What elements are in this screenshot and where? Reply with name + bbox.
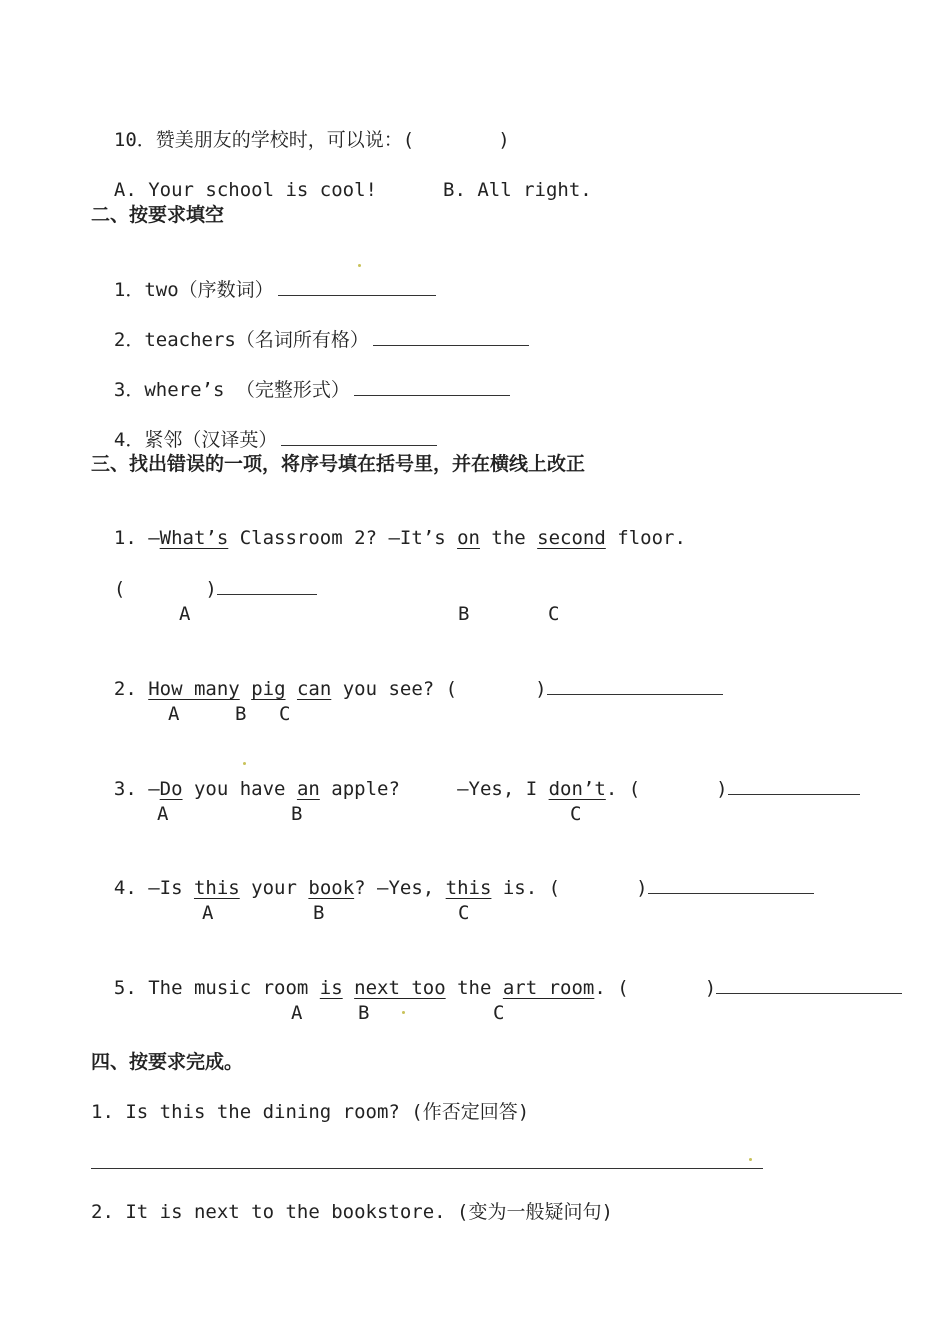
fill-blank-2[interactable] (373, 327, 529, 346)
fill-item-3-text: 3．where’s （完整形式） (113, 379, 350, 401)
text (343, 977, 354, 999)
paren-close: ) (636, 877, 648, 899)
correction-blank-3[interactable] (728, 776, 860, 795)
text: 1. — (113, 527, 160, 549)
option-a: A. Your school is cool! (113, 179, 377, 201)
error-item-1 (91, 502, 686, 550)
fill-blank-3[interactable] (354, 377, 510, 396)
option-a-underlined: Do (159, 778, 183, 800)
option-a-underlined: is (319, 977, 343, 999)
option-c-underlined: this (445, 877, 492, 899)
label-a: A (168, 703, 180, 725)
paren-close: ) (205, 578, 217, 600)
option-a-underlined: this (193, 877, 240, 899)
answer-line-1[interactable] (91, 1168, 763, 1169)
text: you see? ( (331, 678, 458, 700)
label-b: B (458, 603, 470, 625)
option-b: B. All right. (443, 179, 592, 201)
label-b: B (291, 803, 303, 825)
label-b: B (235, 703, 247, 725)
error-item-3 (91, 752, 860, 801)
text: 2. (113, 678, 149, 700)
option-c-underlined: don’t (548, 778, 606, 800)
label-c: C (493, 1002, 505, 1024)
option-c-underlined: art room (502, 977, 595, 999)
label-a: A (179, 603, 191, 625)
label-b: B (313, 902, 325, 924)
label-a: A (291, 1002, 303, 1024)
label-a: A (202, 902, 214, 924)
option-b-underlined: next too (354, 977, 446, 999)
paren-close: ) (535, 678, 547, 700)
answer-paren-space[interactable] (414, 128, 498, 146)
text: Classroom 2? —It’s (228, 527, 458, 549)
paren-close: ) (704, 977, 717, 999)
task-item-2: 2. It is next to the bookstore. (变为一般疑问句) (91, 1201, 613, 1223)
fill-item-3 (91, 353, 510, 402)
text (240, 678, 251, 700)
label-b: B (358, 1002, 370, 1024)
section-2-title: 二、按要求填空 (91, 204, 225, 226)
correction-blank-5[interactable] (716, 975, 902, 994)
paren-open: ( (113, 578, 126, 600)
text: your (239, 877, 309, 899)
label-a: A (157, 803, 169, 825)
text: floor. (605, 527, 686, 549)
question-10-text: 10．赞美朋友的学校时，可以说：( (113, 129, 415, 151)
speck (749, 1158, 752, 1161)
option-b-underlined: book (308, 877, 355, 899)
text: the (445, 977, 503, 999)
speck (243, 762, 246, 765)
paren-close: ) (716, 778, 728, 800)
fill-item-1-text: 1．two（序数词） (113, 279, 274, 301)
error-item-4 (91, 851, 814, 900)
option-c-underlined: second (537, 527, 606, 549)
option-c-underlined: can (296, 678, 332, 700)
section-4-title: 四、按要求完成。 (91, 1051, 244, 1073)
text: . ( (605, 778, 641, 800)
task-item-1: 1. Is this the dining room? (作否定回答) (91, 1101, 530, 1123)
text: the (479, 527, 538, 549)
option-b-underlined: an (296, 778, 320, 800)
label-c: C (458, 902, 470, 924)
fill-blank-1[interactable] (278, 277, 436, 296)
fill-item-4-text: 4．紧邻（汉译英） (113, 429, 278, 451)
correction-blank-4[interactable] (648, 875, 814, 894)
speck (402, 1011, 405, 1014)
error-item-2 (91, 652, 723, 701)
correction-blank-1[interactable] (217, 576, 317, 595)
fill-blank-4[interactable] (281, 427, 437, 446)
error-item-5 (91, 951, 902, 1000)
text: is. ( (491, 877, 561, 899)
text: 3. — (113, 778, 160, 800)
question-10 (91, 104, 510, 152)
question-10-options (91, 154, 592, 202)
text: . ( (594, 977, 629, 999)
option-a-underlined: How many (148, 678, 240, 700)
option-a-underlined: What’s (159, 527, 229, 549)
option-b-underlined: on (457, 527, 480, 549)
label-c: C (570, 803, 582, 825)
question-10-close: ) (498, 129, 510, 151)
text: apple? —Yes, I (319, 778, 549, 800)
section-3-title: 三、找出错误的一项，将序号填在括号里，并在横线上改正 (91, 453, 586, 475)
fill-item-2 (91, 303, 529, 352)
text: 4. —Is (113, 877, 194, 899)
option-b-underlined: pig (251, 678, 286, 700)
error-item-1-answer (91, 552, 317, 601)
label-c: C (548, 603, 560, 625)
text: 5. The music room (113, 977, 320, 999)
text (286, 678, 297, 700)
text: you have (182, 778, 297, 800)
correction-blank-2[interactable] (547, 676, 723, 695)
label-c: C (279, 703, 291, 725)
text: ? —Yes, (354, 877, 446, 899)
speck (358, 264, 361, 267)
fill-item-4 (91, 403, 437, 452)
fill-item-1 (91, 253, 436, 302)
fill-item-2-text: 2．teachers（名词所有格） (113, 329, 369, 351)
